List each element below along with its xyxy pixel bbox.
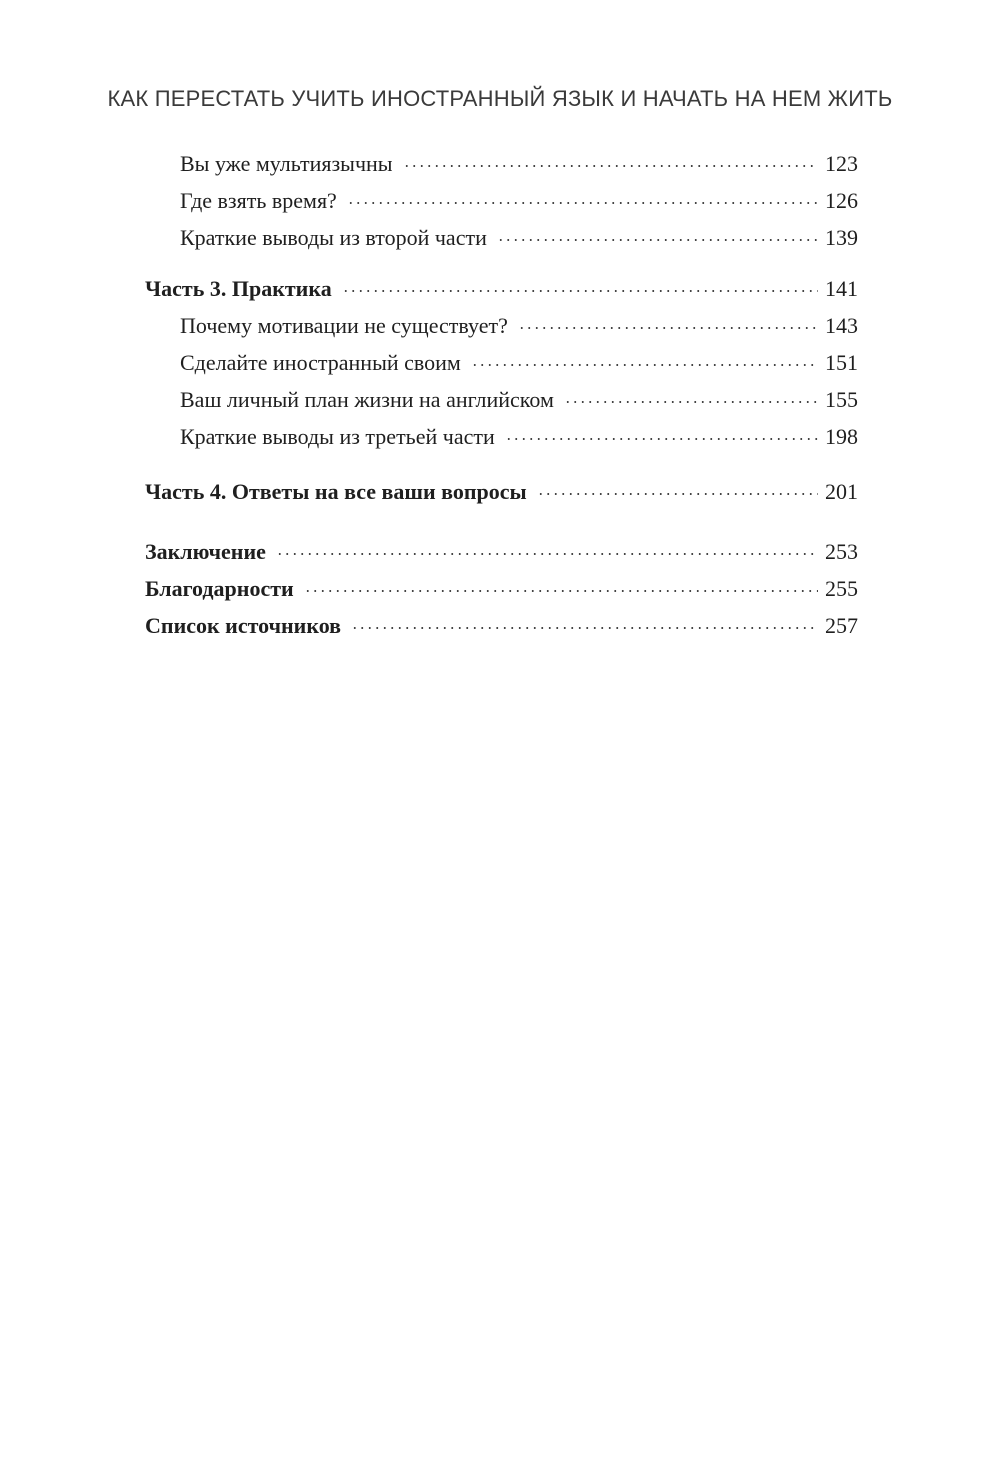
toc-part-title: Благодарности: [145, 576, 294, 601]
toc-entry-make-it-yours[interactable]: [145, 349, 858, 377]
toc-part-3[interactable]: [145, 275, 858, 303]
toc-part-4[interactable]: [145, 478, 858, 506]
toc-entry-page: 201: [825, 479, 858, 504]
toc-part-title: Часть 3. Практика: [145, 276, 332, 301]
running-head: КАК ПЕРЕСТАТЬ УЧИТЬ ИНОСТРАННЫЙ ЯЗЫК И НАЧАТЬ НА НЕМ ЖИТЬ: [107, 86, 893, 111]
toc-entry-title: Где взять время?: [180, 188, 337, 213]
toc-entry-page: 139: [825, 225, 858, 250]
toc-part-title: Часть 4. Ответы на все ваши вопросы: [145, 479, 527, 504]
toc-entry-part3-summary[interactable]: [145, 423, 858, 451]
toc-entry-no-motivation[interactable]: [145, 312, 858, 340]
dot-leader: [497, 239, 818, 241]
toc-entry-page: 257: [825, 613, 858, 638]
toc-entry-page: 151: [825, 350, 858, 375]
dot-leader: [518, 327, 818, 329]
dot-leader: [342, 290, 818, 292]
toc-entry-part2-summary[interactable]: [145, 224, 858, 252]
dot-leader: [403, 165, 818, 167]
dot-leader: [505, 438, 818, 440]
dot-leader: [537, 493, 818, 495]
toc-entry-page: 255: [825, 576, 858, 601]
toc-entry-page: 143: [825, 313, 858, 338]
toc-entry-where-to-find-time[interactable]: [145, 187, 858, 215]
dot-leader: [276, 553, 818, 555]
toc-entry-multilingual[interactable]: [145, 150, 858, 178]
toc-entry-title: Вы уже мультиязычны: [180, 151, 393, 176]
toc-entry-title: Сделайте иностранный своим: [180, 350, 461, 375]
toc-entry-page: 141: [825, 276, 858, 301]
toc-part-title: Список источников: [145, 613, 342, 638]
toc-references[interactable]: [145, 612, 858, 640]
toc-entry-title: Краткие выводы из второй части: [180, 225, 487, 250]
toc-entry-page: 198: [825, 424, 858, 449]
dot-leader: [347, 202, 818, 204]
toc-acknowledgements[interactable]: [145, 575, 858, 603]
dot-leader: [471, 364, 818, 366]
toc-part-title: Заключение: [145, 539, 266, 564]
toc-entry-page: 253: [825, 539, 858, 564]
toc-entry-page: 123: [825, 151, 858, 176]
toc-entry-title: Краткие выводы из третьей части: [180, 424, 495, 449]
toc-entry-page: 155: [825, 387, 858, 412]
dot-leader: [351, 627, 818, 629]
dot-leader: [564, 401, 818, 403]
toc-entry-title: Ваш личный план жизни на английском: [180, 387, 554, 412]
toc-conclusion[interactable]: [145, 538, 858, 566]
toc-entry-personal-plan[interactable]: [145, 386, 858, 414]
toc-entry-page: 126: [825, 188, 858, 213]
toc-entry-title: Почему мотивации не существует?: [180, 313, 508, 338]
dot-leader: [304, 590, 818, 592]
table-of-contents: [145, 150, 858, 649]
